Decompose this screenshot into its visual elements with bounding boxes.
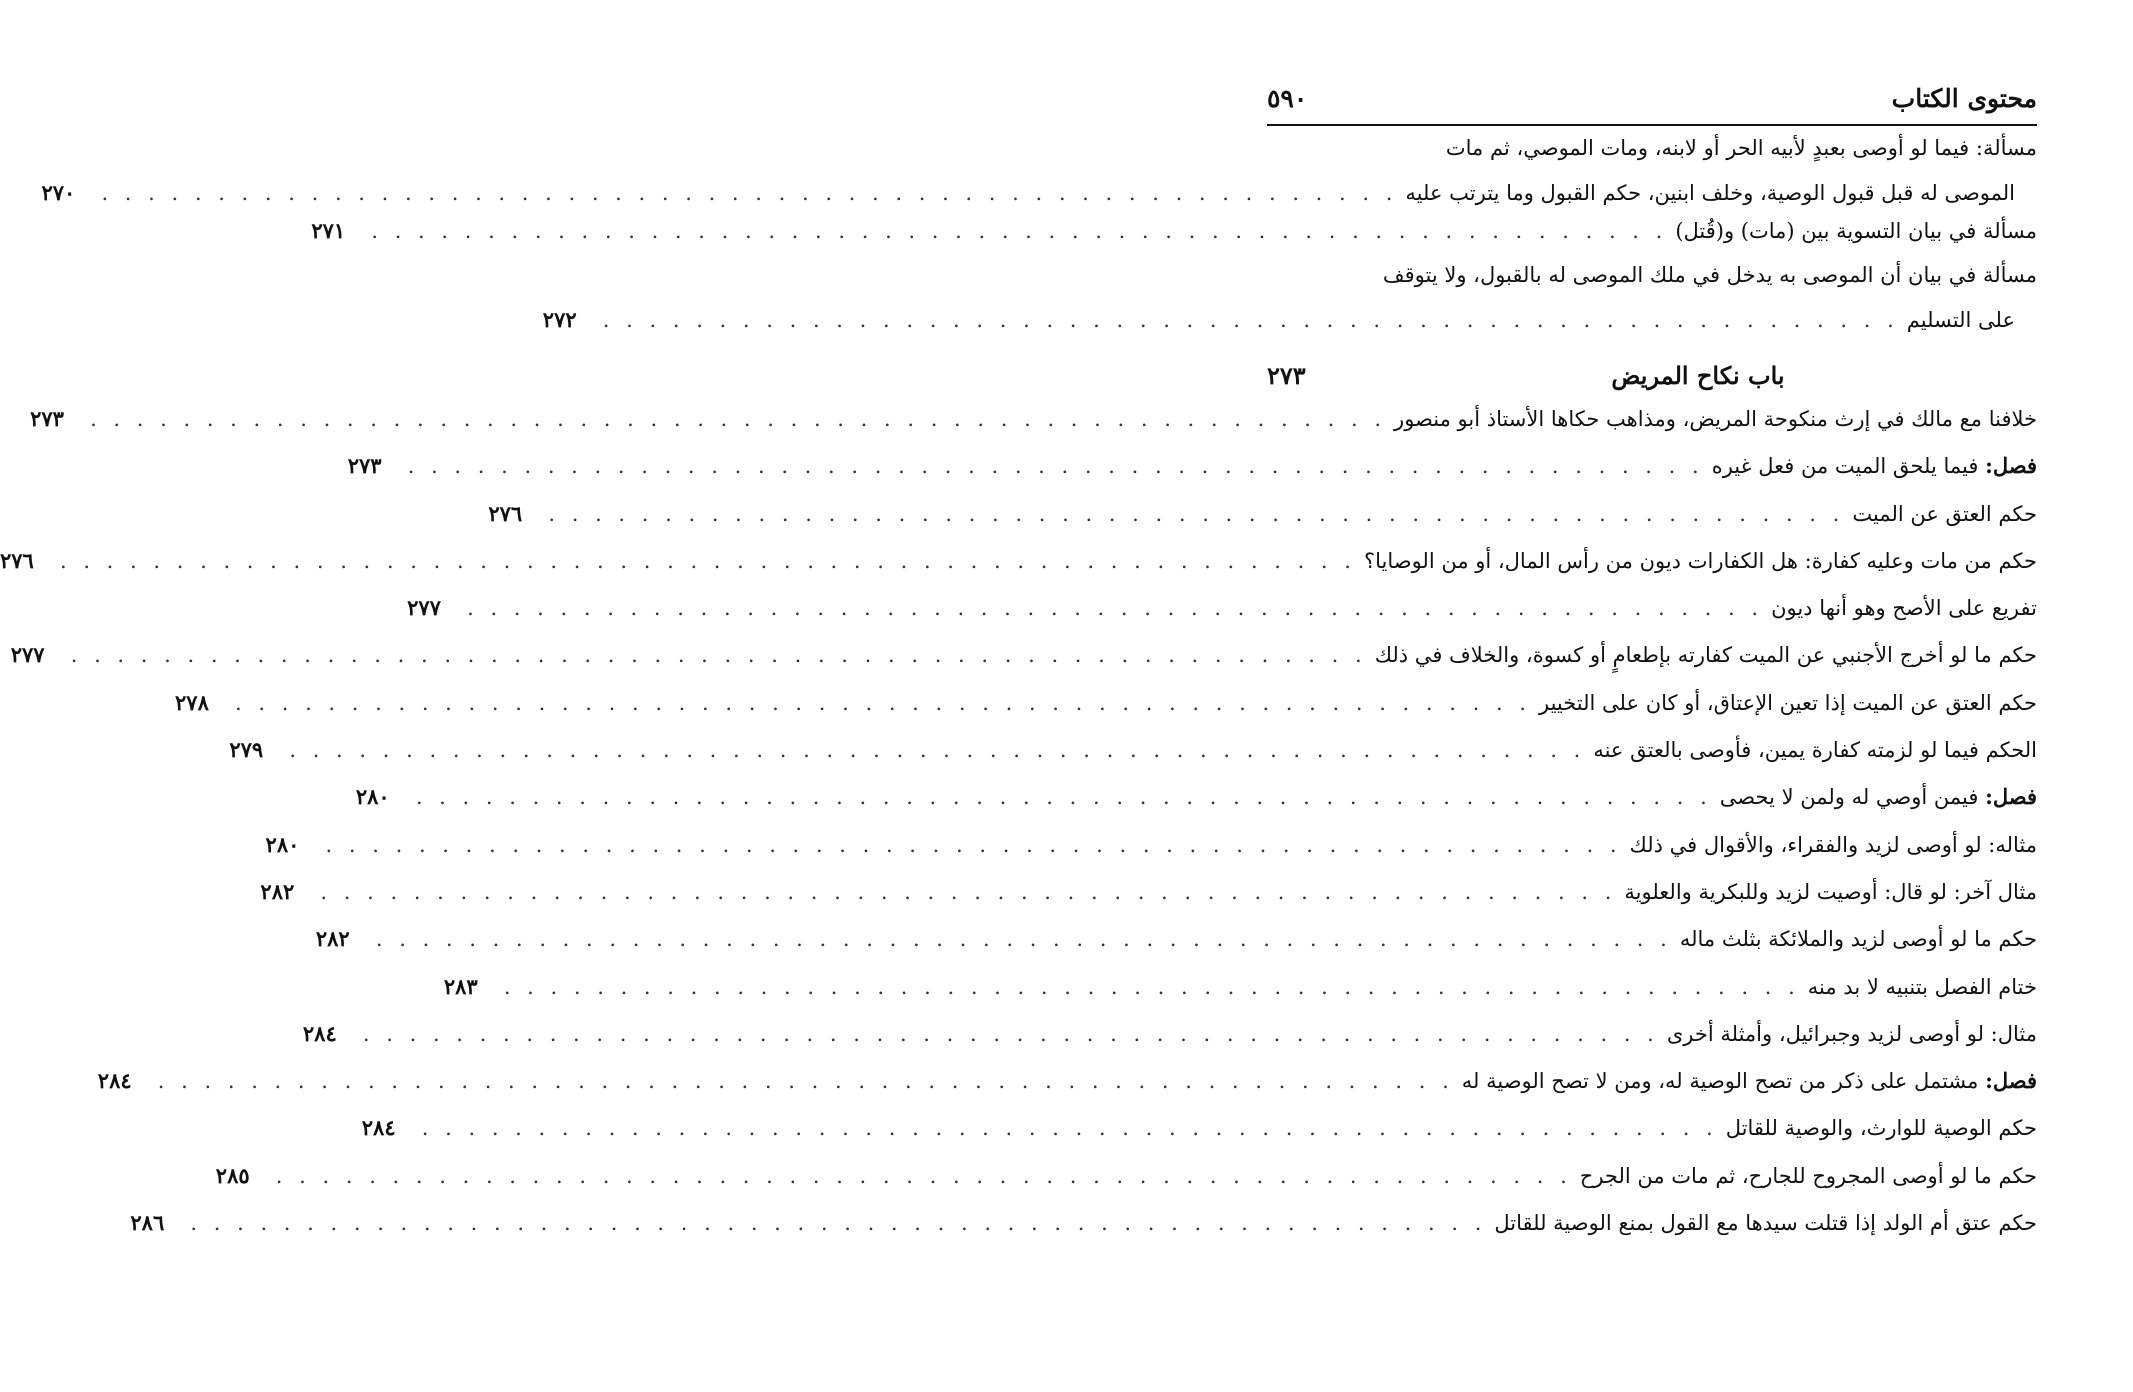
toc-entry-label: مسألة في بيان التسوية بين (مات) و(قُتل) bbox=[1675, 219, 2037, 243]
toc-entry bbox=[488, 500, 2037, 527]
toc-entry-label bbox=[1624, 880, 2037, 905]
toc-page-number: ٢٨٢ bbox=[260, 878, 295, 904]
toc-entry bbox=[10, 642, 2037, 668]
toc-entry bbox=[407, 595, 2037, 621]
toc-items bbox=[0, 406, 2037, 1236]
toc-entry-text: فيما يلحق الميت من فعل غيره bbox=[1711, 454, 1979, 479]
running-title: محتوى الكتاب bbox=[1884, 84, 2037, 113]
toc-entry-label bbox=[1808, 975, 2037, 1000]
leader-dots: . . . . . . . . . . . . . . . . . . . . . . . . . . . . . . . . . . . . . . . . . . . . . . . . . . . . . . . . bbox=[235, 690, 1531, 715]
toc-page-number: ٢٧٧ bbox=[10, 642, 45, 668]
toc-page-number: ٢٧٣ bbox=[1267, 361, 1306, 390]
toc-entry-label: الموصى له قبل قبول الوصية، وخلف ابنين، حكم القبول وما يترتب عليه bbox=[1405, 181, 2015, 205]
toc-entry-label bbox=[1680, 927, 2037, 952]
leader-dots: . . . . . . . . . . . . . . . . . . . . . . . . . . . . . . . . . . . . . . . . . . . . . . . . . . . . . . . . bbox=[90, 407, 1387, 431]
toc-entry-text: حكم العتق عن الميت إذا تعين الإعتاق، أو كان على التخيير bbox=[1538, 690, 2037, 715]
leader-dots: . . . . . . . . . . . . . . . . . . . . . . . . . . . . . . . . . . . . . . . . . . . . . . . . . . . . . . . . bbox=[375, 927, 1672, 952]
leader-dots: . . . . . . . . . . . . . . . . . . . . . . . . . . . . . . . . . . . . . . . . . . . . . . . . . . . . . . . . bbox=[325, 832, 1622, 857]
toc-entry-text: ختام الفصل بتنبيه لا بد منه bbox=[1807, 974, 2037, 999]
leader-dots: . . . . . . . . . . . . . . . . . . . . . . . . . . . . . . . . . . . . . . . . . . . . . . . . . . . . . . . . bbox=[59, 548, 1356, 573]
leader-dots: . . . . . . . . . . . . . . . . . . . . . . . . . . . . . . . . . . . . . . . . . . . . . . . . . . . . . . . . bbox=[362, 1021, 1659, 1046]
toc-page-number: ٢٧٣ bbox=[30, 406, 64, 431]
leader-dots: . . . . . . . . . . . . . . . . . . . . . . . . . . . . . . . . . . . . . . . . . . . . . . . . . . . . . . . . bbox=[190, 1211, 1487, 1236]
toc-entry bbox=[347, 453, 2037, 479]
leader-dots: . . . . . . . . . . . . . . . . . . . . . . . . . . . . . . . . . . . . . . . . . . . . . . . . . . . . . . . . bbox=[415, 785, 1712, 810]
toc-page-number: ٢٨٦ bbox=[130, 1210, 165, 1236]
toc-entry bbox=[130, 1210, 2037, 1236]
leader-dots: . . . . . . . . . . . . . . . . . . . . . . . . . . . . . . . . . . . . . . . . . . . . . . . . . . . . . . . . bbox=[320, 879, 1617, 904]
toc-page-number: ٢٧١ bbox=[311, 218, 346, 243]
toc-entry-label bbox=[1720, 784, 2037, 810]
toc-entry bbox=[355, 784, 2037, 810]
toc-entry-text: حكم العتق عن الميت bbox=[1852, 501, 2037, 526]
toc-page-number: ٢٨٤ bbox=[97, 1068, 132, 1094]
leader-dots: . . . . . . . . . . . . . . . . . . . . . . . . . . . . . . . . . . . . . . . . . . . . . . . . . . . . . . . . bbox=[407, 454, 1704, 479]
toc-entry-text: حكم ما لو أوصى لزيد والملائكة بثلث ماله bbox=[1679, 927, 2037, 952]
toc-entry-line: مسألة في بيان أن الموصى به يدخل في ملك الموصى له بالقبول، ولا يتوقف bbox=[1382, 263, 2037, 287]
toc-entry bbox=[302, 1020, 2037, 1047]
toc-entry-label bbox=[1539, 691, 2037, 716]
toc-entry bbox=[315, 926, 2037, 952]
toc-entry-text: خلافنا مع مالك في إرث منكوحة المريض، ومذاهب حكاها الأستاذ أبو منصور bbox=[1394, 407, 2037, 431]
toc-entry bbox=[97, 1068, 2037, 1094]
toc-entry bbox=[229, 737, 2037, 763]
toc-page-number: ٢٧٩ bbox=[229, 737, 264, 763]
toc-entry-label bbox=[1726, 1116, 2037, 1141]
toc-entry-label bbox=[1394, 407, 2037, 432]
toc-entry-line: مسألة: فيما لو أوصى بعبدٍ لأبيه الحر أو لابنه، ومات الموصي، ثم مات bbox=[1445, 136, 2037, 160]
toc-entry-text: فيمن أوصي له ولمن لا يحصى bbox=[1719, 785, 1979, 810]
leader-dots: . . . . . . . . . . . . . . . . . . . . . . . . . . . . . . . . . . . . . . . . . . . . . . . . . . . . . . . . bbox=[421, 1116, 1718, 1141]
toc-entry bbox=[260, 878, 2037, 905]
leader-dots: . . . . . . . . . . . . . . . . . . . . . . . . . . . . . . . . . . . . . . . . . . . . . . . . . . . . . . . . bbox=[70, 643, 1367, 668]
toc-entry-text: حكم الوصية للوارث، والوصية للقاتل bbox=[1725, 1116, 2037, 1141]
toc-page-number: ٢٨٠ bbox=[355, 784, 390, 810]
toc-page-number: ٢٨٥ bbox=[215, 1162, 250, 1188]
toc-entry-label bbox=[1852, 502, 2037, 527]
toc-entry bbox=[0, 547, 2037, 574]
toc-page-number: ٢٨٤ bbox=[302, 1020, 337, 1046]
toc-entry-text: مشتمل على ذكر من تصح الوصية له، ومن لا تصح الوصية له bbox=[1461, 1069, 1979, 1094]
toc-entry bbox=[215, 1162, 2037, 1189]
page-header bbox=[1267, 84, 2037, 126]
toc-entry-text: مثاله: لو أوصى لزيد والفقراء، والأقوال في ذلك bbox=[1629, 832, 2037, 857]
toc-page-number: ٢٧٢ bbox=[542, 307, 577, 332]
page-number: ٥٩٠ bbox=[1267, 84, 1315, 113]
toc-entry-label bbox=[1494, 1211, 2037, 1236]
toc-entry-label bbox=[1462, 1068, 2037, 1094]
leader-dots: . . . . . . . . . . . . . . . . . . . . . . . . . . . . . . . . . . . . . . . . . . . . . . . . . . . . . . . . bbox=[157, 1069, 1454, 1094]
leader-dots: . . . . . . . . . . . . . . . . . . . . . . . . . . . . . . . . . . . . . . . . . . . . . . . . . . . . . . . . bbox=[548, 501, 1845, 526]
toc-entry-label bbox=[1375, 643, 2037, 668]
toc-entry-text: مثال: لو أوصى لزيد وجبرائيل، وأمثلة أخرى bbox=[1666, 1021, 2037, 1046]
toc-page-number: ٢٧٨ bbox=[175, 689, 209, 715]
toc-entry-label bbox=[1593, 738, 2037, 763]
toc-entry bbox=[30, 406, 2037, 432]
chapter-heading bbox=[1267, 361, 2037, 390]
leader-dots: . . . . . . . . . . . . . . . . . . . . . . . . . . . . . . . . . . . . . . . . . . . . . . . . . . . . . . . . bbox=[467, 596, 1764, 621]
toc-entry-label bbox=[1712, 453, 2037, 479]
toc-entry-label bbox=[1364, 549, 2037, 574]
toc-entry-text: مثال آخر: لو قال: أوصيت لزيد وللبكرية والعلوية bbox=[1624, 879, 2037, 904]
toc-entry-label bbox=[1771, 596, 2037, 621]
toc-entry bbox=[361, 1115, 2037, 1141]
section-prefix: فصل: bbox=[1985, 784, 2037, 810]
toc-entry bbox=[542, 263, 2037, 333]
leader-dots: . . . . . . . . . . . . . . . . . . . . . . . . . . . . . . . . . . . . . . . . . . . . . . . . . . . . . . . . bbox=[602, 308, 1899, 332]
toc-entry-label: على التسليم bbox=[1906, 308, 2015, 332]
toc-entry bbox=[175, 689, 2037, 716]
toc-page-number: ٢٨٠ bbox=[265, 831, 300, 857]
toc-entry bbox=[41, 136, 2037, 206]
toc-entry bbox=[443, 973, 2037, 1000]
section-prefix: فصل: bbox=[1985, 1068, 2037, 1094]
toc-page-number: ٢٨٢ bbox=[315, 926, 350, 952]
chapter-title: باب نكاح المريض bbox=[1611, 361, 1785, 390]
leader-dots: . . . . . . . . . . . . . . . . . . . . . . . . . . . . . . . . . . . . . . . . . . . . . . . . . . . . . . . . bbox=[503, 974, 1800, 999]
toc-entry-text: تفريع على الأصح وهو أنها ديون bbox=[1771, 596, 2037, 621]
toc-entry-text: حكم ما لو أخرج الأجنبي عن الميت كفارته بإطعامٍ أو كسوة، والخلاف في ذلك bbox=[1374, 643, 2037, 668]
toc-entry-label bbox=[1630, 833, 2037, 858]
toc-entry-text: حكم ما لو أوصى المجروح للجارح، ثم مات من الجرح bbox=[1579, 1163, 2037, 1188]
toc-entry-text: حكم عتق أم الولد إذا قتلت سيدها مع القول بمنع الوصية للقاتل bbox=[1494, 1211, 2037, 1236]
leader-dots: . . . . . . . . . . . . . . . . . . . . . . . . . . . . . . . . . . . . . . . . . . . . . . . . . . . . . . . . bbox=[371, 219, 1668, 243]
leader-dots: . . . . . . . . . . . . . . . . . . . . . . . . . . . . . . . . . . . . . . . . . . . . . . . . . . . . . . . . bbox=[101, 181, 1398, 205]
toc-entry bbox=[265, 831, 2037, 858]
toc-page-number: ٢٧٦ bbox=[0, 547, 34, 573]
toc-page-number: ٢٧٧ bbox=[407, 595, 441, 621]
toc-page-number: ٢٧٣ bbox=[347, 453, 382, 479]
leader-dots: . . . . . . . . . . . . . . . . . . . . . . . . . . . . . . . . . . . . . . . . . . . . . . . . . . . . . . . . bbox=[289, 738, 1586, 763]
toc-entry-text: حكم من مات وعليه كفارة: هل الكفارات ديون من رأس المال، أو من الوصايا؟ bbox=[1363, 548, 2037, 573]
table-of-contents bbox=[0, 136, 2037, 1257]
toc-entry-label bbox=[1667, 1022, 2037, 1047]
leader-dots: . . . . . . . . . . . . . . . . . . . . . . . . . . . . . . . . . . . . . . . . . . . . . . . . . . . . . . . . bbox=[275, 1163, 1572, 1188]
toc-entry-label bbox=[1580, 1164, 2037, 1189]
toc-page-number: ٢٧٠ bbox=[41, 180, 76, 205]
toc-page-number: ٢٨٤ bbox=[361, 1115, 396, 1141]
toc-page-number: ٢٨٣ bbox=[443, 973, 478, 999]
toc-entry-text: الحكم فيما لو لزمته كفارة يمين، فأوصى بالعتق عنه bbox=[1593, 738, 2037, 763]
toc-page-number: ٢٧٦ bbox=[488, 500, 523, 526]
toc-entry bbox=[311, 218, 2037, 244]
section-prefix: فصل: bbox=[1985, 453, 2037, 479]
